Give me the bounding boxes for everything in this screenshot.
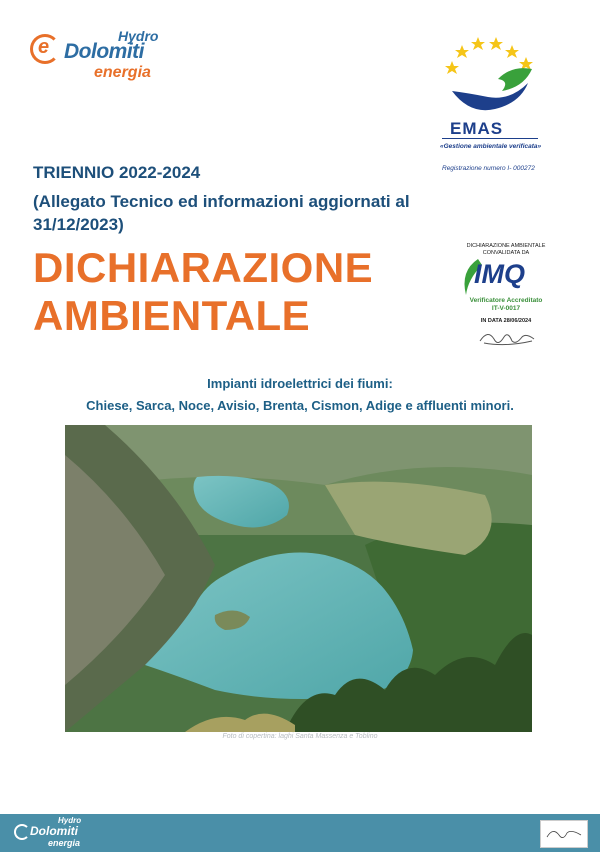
emas-badge [440,35,570,175]
footer-logo-e-icon [14,824,30,840]
signature-icon [476,327,538,349]
subtitle-line-1: Impianti idroelettrici dei fiumi: [207,376,393,391]
emas-verified-text: «Gestione ambientale verificata» [440,143,542,150]
document-title [33,244,373,340]
triennio-heading: TRIENNIO 2022-2024 [33,163,201,182]
footer-dolomiti: Dolomiti [30,824,78,838]
title-line-2: AMBIENTALE [33,292,311,339]
imq-top-text [446,243,566,257]
emas-divider [442,138,538,139]
footer-bar [0,814,600,852]
imq-top-line-2: CONVALIDATA DA [482,250,530,256]
logo-e-letter: e [38,36,50,58]
logo-hydro-text: Hydro [118,28,159,44]
imq-top-line-1: DICHIARAZIONE AMBIENTALE [466,243,546,249]
subtitle-line-2: Chiese, Sarca, Noce, Avisio, Brenta, Cismon, Adige e affluenti minori. [86,398,514,413]
logo-dolomiti-text: Dolomiti [64,40,144,63]
imq-logo-text: IMQ [474,259,525,289]
imq-accreditation [446,297,566,313]
footer-signature-icon [541,821,587,847]
imq-badge [446,243,566,353]
company-logo [30,28,180,88]
cover-photo [65,425,532,732]
footer-signature-badge [540,820,588,848]
imq-accredited-text: Verificatore Accreditato [469,297,543,304]
logo-energia-text: energia [94,64,151,81]
imq-date: IN DATA 28/06/2024 [480,318,532,324]
footer-energia: energia [48,838,81,848]
title-line-1: DICHIARAZIONE [33,244,374,291]
emas-registration: Registrazione numero I- 000272 [442,165,535,172]
photo-caption: Foto di copertina: laghi Santa Massenza e Toblino [222,733,378,740]
allegato-heading: (Allegato Tecnico ed informazioni aggiornati al 31/12/2023) [33,192,410,234]
emas-emblem-icon [440,35,540,119]
footer-hydro: Hydro [58,816,82,825]
imq-code: IT-V-0017 [491,305,521,312]
emas-label: EMAS [450,119,504,138]
